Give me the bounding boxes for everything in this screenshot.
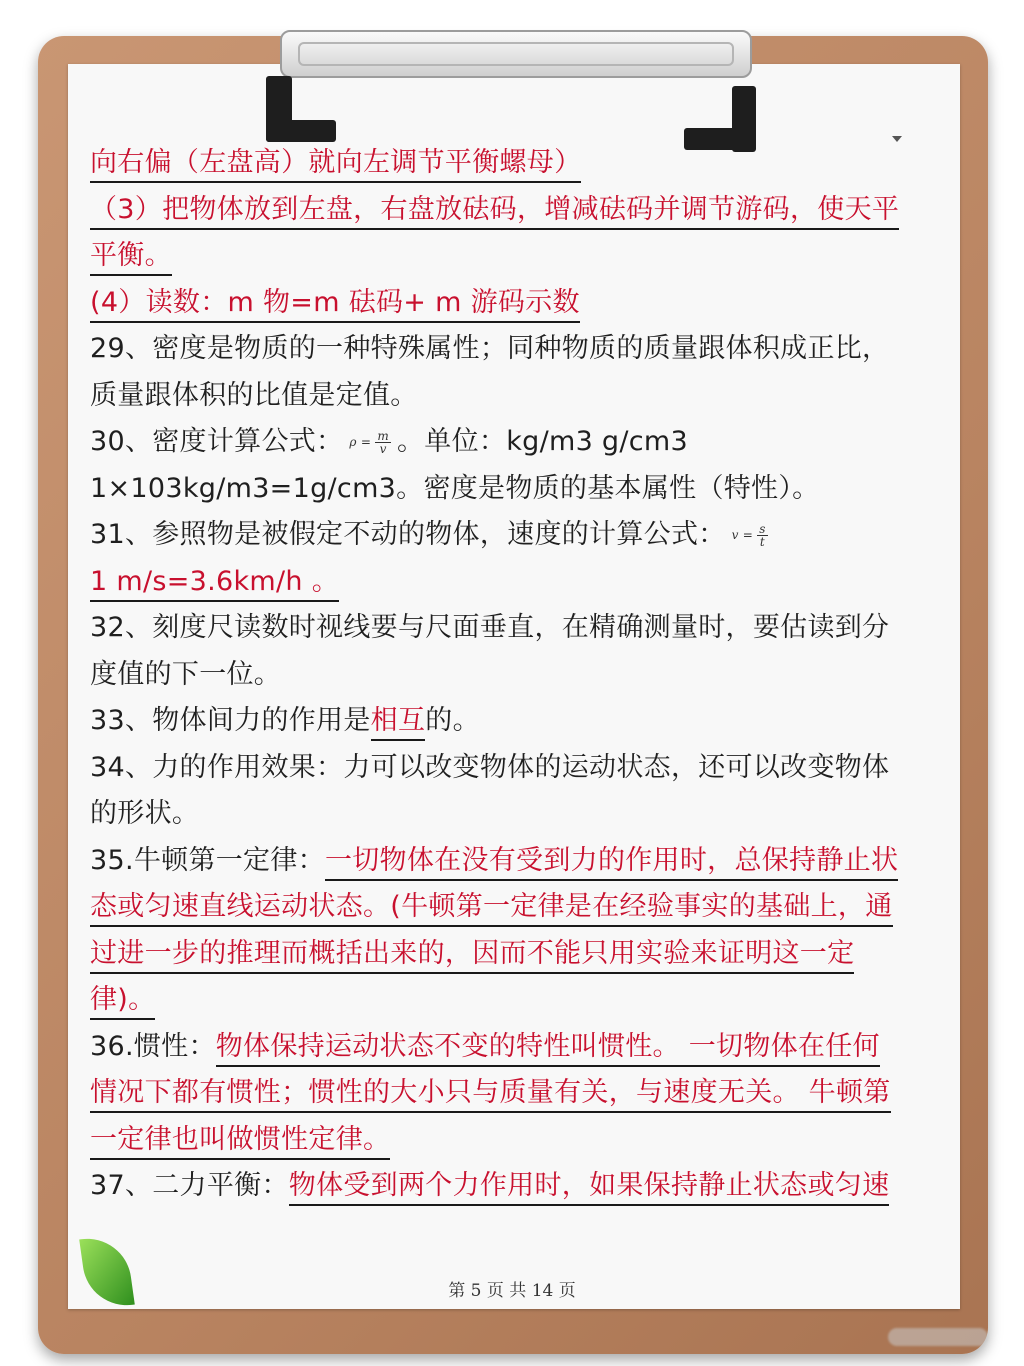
note-line [90, 140, 940, 187]
note-line [90, 326, 940, 373]
line-red-text: 1 m/s=3.6km/h 。 [90, 566, 339, 602]
note-line [90, 512, 940, 559]
line-text: 37、二力平衡： [90, 1170, 289, 1201]
formula-fraction [375, 430, 391, 455]
line-text: 30、密度计算公式： [90, 426, 344, 457]
line-text: 29、密度是物质的一种特殊属性；同种物质的质量跟体积成正比， [90, 333, 890, 364]
line-red-text: 情况下都有惯性；惯性的大小只与质量有关，与速度无关。 牛顿第 [90, 1077, 891, 1113]
note-line [90, 1070, 940, 1117]
clip-bar [280, 30, 752, 78]
line-text: 。单位：kg/m3 g/cm3 [397, 426, 688, 457]
note-line [90, 698, 940, 745]
line-text: 的。 [425, 705, 480, 736]
note-line [90, 745, 940, 792]
note-line [90, 559, 940, 606]
line-red-text: 一定律也叫做惯性定律。 [90, 1124, 390, 1160]
line-text: 度值的下一位。 [90, 658, 282, 690]
formula-denominator: v [379, 442, 387, 456]
line-red-text: 律)。 [90, 984, 155, 1020]
formula-numerator: s [759, 522, 766, 536]
line-red-text: （3）把物体放到左盘，右盘放砝码，增减砝码并调节游码，使天平 [90, 194, 899, 230]
formula-lhs: v = [731, 528, 754, 542]
note-line [90, 977, 940, 1024]
line-red-text: 一切物体在没有受到力的作用时，总保持静止状 [325, 845, 898, 881]
note-line [90, 605, 940, 652]
formula-numerator: m [377, 429, 389, 443]
note-line [90, 373, 940, 420]
note-line [90, 1024, 940, 1071]
line-red-text: 物体受到两个力作用时，如果保持静止状态或匀速 [289, 1170, 890, 1206]
density-formula [349, 430, 391, 455]
clip-foot-left [266, 120, 336, 142]
line-red-text: 平衡。 [90, 240, 172, 276]
line-red-text: 物体保持运动状态不变的特性叫惯性。 一切物体在任何 [216, 1031, 880, 1067]
line-text: 质量跟体积的比值是定值。 [90, 379, 418, 411]
line-red-text: 向右偏（左盘高）就向左调节平衡螺母） [90, 147, 581, 183]
note-content [90, 140, 940, 1210]
note-line [90, 652, 940, 699]
line-text: 32、刻度尺读数时视线要与尺面垂直，在精确测量时，要估读到分 [90, 612, 890, 643]
line-red-text: 态或匀速直线运动状态。(牛顿第一定律是在经验事实的基础上，通 [90, 891, 893, 927]
formula-denominator: t [759, 535, 766, 549]
line-text: 35.牛顿第一定律： [90, 844, 325, 876]
page-footer: 第 5 页 共 14 页 [448, 1281, 576, 1301]
line-red-text: 过进一步的推理而概括出来的，因而不能只用实验来证明这一定 [90, 938, 854, 974]
speed-formula [732, 523, 768, 548]
note-line [90, 187, 940, 234]
note-line [90, 884, 940, 931]
line-text: 36.惯性： [90, 1030, 216, 1062]
formula-fraction [757, 523, 767, 548]
line-text: 1×103kg/m3=1g/cm3。密度是物质的基本属性（特性）。 [90, 472, 820, 504]
formula-lhs: ρ = [349, 435, 372, 449]
note-line [90, 931, 940, 978]
note-line [90, 838, 940, 885]
note-line [90, 466, 940, 513]
note-line [90, 419, 940, 466]
line-text: 33、物体间力的作用是 [90, 705, 371, 736]
line-text: 31、参照物是被假定不动的物体，速度的计算公式： [90, 519, 726, 550]
line-red-text: 相互 [371, 705, 426, 741]
note-line [90, 1163, 940, 1210]
line-red-text: (4）读数：m 物=m 砝码+ m 游码示数 [90, 287, 580, 323]
note-line [90, 1117, 940, 1164]
watermark [888, 1328, 988, 1346]
line-text: 的形状。 [90, 798, 200, 829]
note-line [90, 280, 940, 327]
note-line [90, 233, 940, 280]
line-text: 34、力的作用效果：力可以改变物体的运动状态，还可以改变物体 [90, 751, 890, 783]
note-line [90, 791, 940, 838]
